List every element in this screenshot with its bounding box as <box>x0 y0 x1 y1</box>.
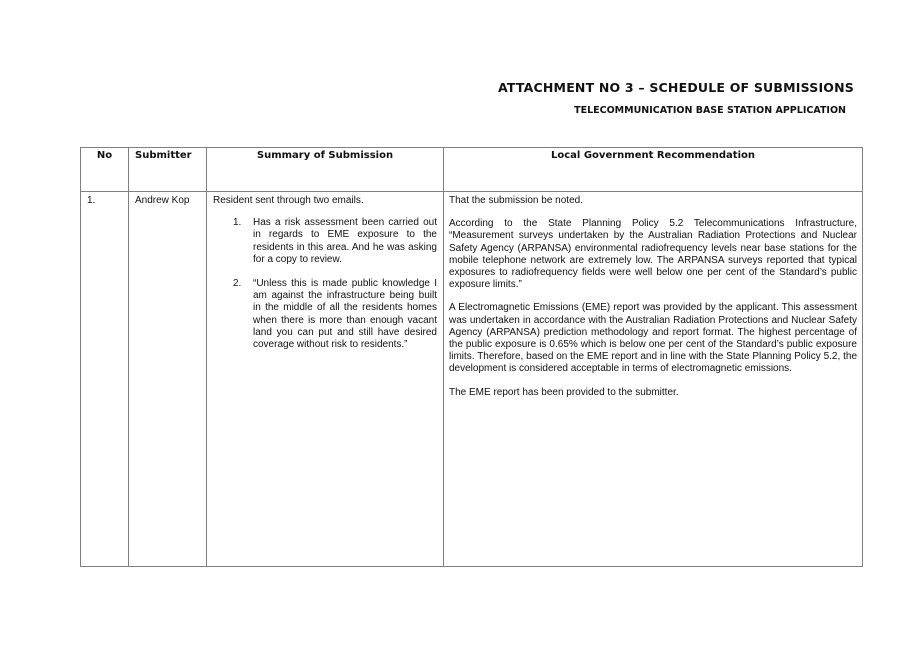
document-title: ATTACHMENT NO 3 – SCHEDULE OF SUBMISSIONS <box>497 80 854 95</box>
summary-intro: Resident sent through two emails. <box>213 195 364 206</box>
summary-point-number: 1. <box>233 217 242 229</box>
government-recommendation <box>444 192 863 567</box>
summary-point <box>213 278 437 351</box>
table-row <box>81 192 863 567</box>
column-header-submitter: Submitter <box>129 148 207 192</box>
recommendation-paragraph: That the submission be noted. <box>449 195 583 206</box>
summary-point-text: Has a risk assessment been carried out in regards to EME exposure to the residents in this area. And he was asking for a copy to review. <box>253 217 437 265</box>
row-number: 1. <box>81 192 129 567</box>
summary-point-number: 2. <box>233 278 242 290</box>
table-header-row <box>81 148 863 192</box>
recommendation-paragraph: A Electromagnetic Emissions (EME) report was provided by the applicant. This assessment was undertaken in accordance with the Australian Radiation Protections and Nuclear Safety Agency (ARPANSA) prediction methodology and report format. The highest percentage of the public exposure is 0.65% which is below one per cent of the Standard’s public exposure limits. Therefore, based on the EME report and in line with the State Planning Policy 5.2, the development is considered acceptable in terms of electromagnetic emissions. <box>449 302 857 375</box>
column-header-no: No <box>81 148 129 192</box>
recommendation-paragraph: According to the State Planning Policy 5.2 Telecommunications Infrastructure, “Measurement surveys undertaken by the Australian Radiation Protections and Nuclear Safety Agency (ARPANSA) environmental radiofrequency levels near base stations for the mobile telephone network are extremely low. The ARPANSA surveys reported that typical exposures to radiofrequency fields were well below one per cent of the Standard’s public exposure limits.” <box>449 218 857 291</box>
column-header-recommendation: Local Government Recommendation <box>444 148 863 192</box>
submitter-name: Andrew Kop <box>129 192 207 567</box>
column-header-summary: Summary of Submission <box>207 148 444 192</box>
recommendation-paragraph: The EME report has been provided to the submitter. <box>449 386 679 398</box>
document-subtitle: TELECOMMUNICATION BASE STATION APPLICATION <box>574 105 846 116</box>
summary-points-list <box>213 217 437 351</box>
summary-point <box>213 217 437 266</box>
submissions-table <box>80 147 863 567</box>
summary-point-text: “Unless this is made public knowledge I am against the infrastructure being built in the middle of all the residents homes when there is more than enough vacant land you can put and still have desired coverage without risk to residents.” <box>253 278 437 351</box>
submission-summary <box>207 192 444 567</box>
